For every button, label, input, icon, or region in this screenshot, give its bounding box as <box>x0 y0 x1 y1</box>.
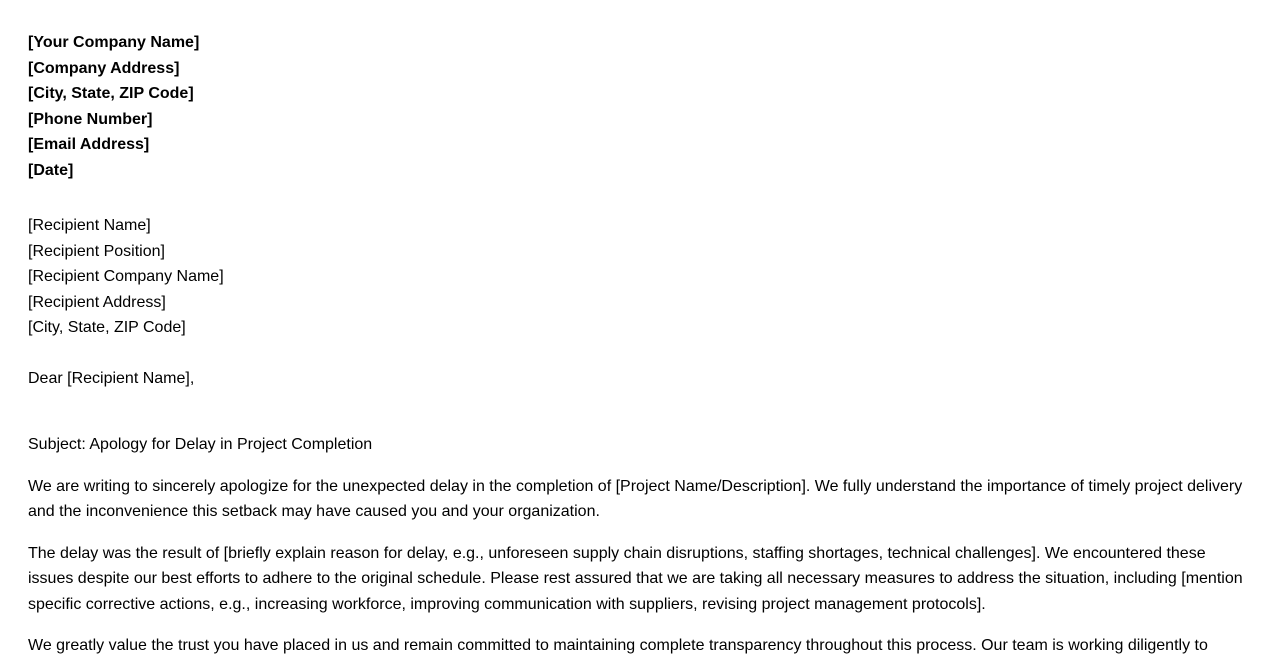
recipient-position: [Recipient Position] <box>28 242 165 260</box>
body-paragraph-1: We are writing to sincerely apologize for the unexpected delay in the completion of [Project Name/Description]. We fully understand the importance of timely project delivery and the inconvenience this setback may have caused you and your organization. <box>28 477 1243 520</box>
body-paragraph-2: The delay was the result of [briefly explain reason for delay, e.g., unforeseen supply chain disruptions, staffing shortages, technical challenges]. We encountered these issues despite our best efforts to adhere to the original schedule. Please rest assured that we are taking all necessary measures to address the situation, including [mention specific corrective actions, e.g., increasing workforce, improving communication with suppliers, revising project management protocols]. <box>28 544 1243 613</box>
letter-document <box>28 30 1253 659</box>
sender-company-name: [Your Company Name] <box>28 34 200 51</box>
letter-date: [Date] <box>28 161 74 179</box>
spacer <box>28 183 1253 213</box>
sender-city-state-zip: [City, State, ZIP Code] <box>28 85 194 102</box>
recipient-company-name: [Recipient Company Name] <box>28 268 224 285</box>
sender-email: [Email Address] <box>28 136 150 153</box>
salutation: Dear [Recipient Name], <box>28 369 195 387</box>
recipient-name: [Recipient Name] <box>28 217 151 234</box>
recipient-address: [Recipient Address] <box>28 293 166 311</box>
sender-company-address: [Company Address] <box>28 59 180 77</box>
sender-phone: [Phone Number] <box>28 110 153 128</box>
subject-line: Subject: Apology for Delay in Project Completion <box>28 436 373 453</box>
recipient-city-state-zip: [City, State, ZIP Code] <box>28 319 186 336</box>
body-paragraph-3: We greatly value the trust you have placed in us and remain committed to maintaining complete transparency throughout this process. Our team is working diligently to <box>28 637 1208 654</box>
recipient-block <box>28 213 1253 341</box>
sender-block <box>28 30 1253 183</box>
